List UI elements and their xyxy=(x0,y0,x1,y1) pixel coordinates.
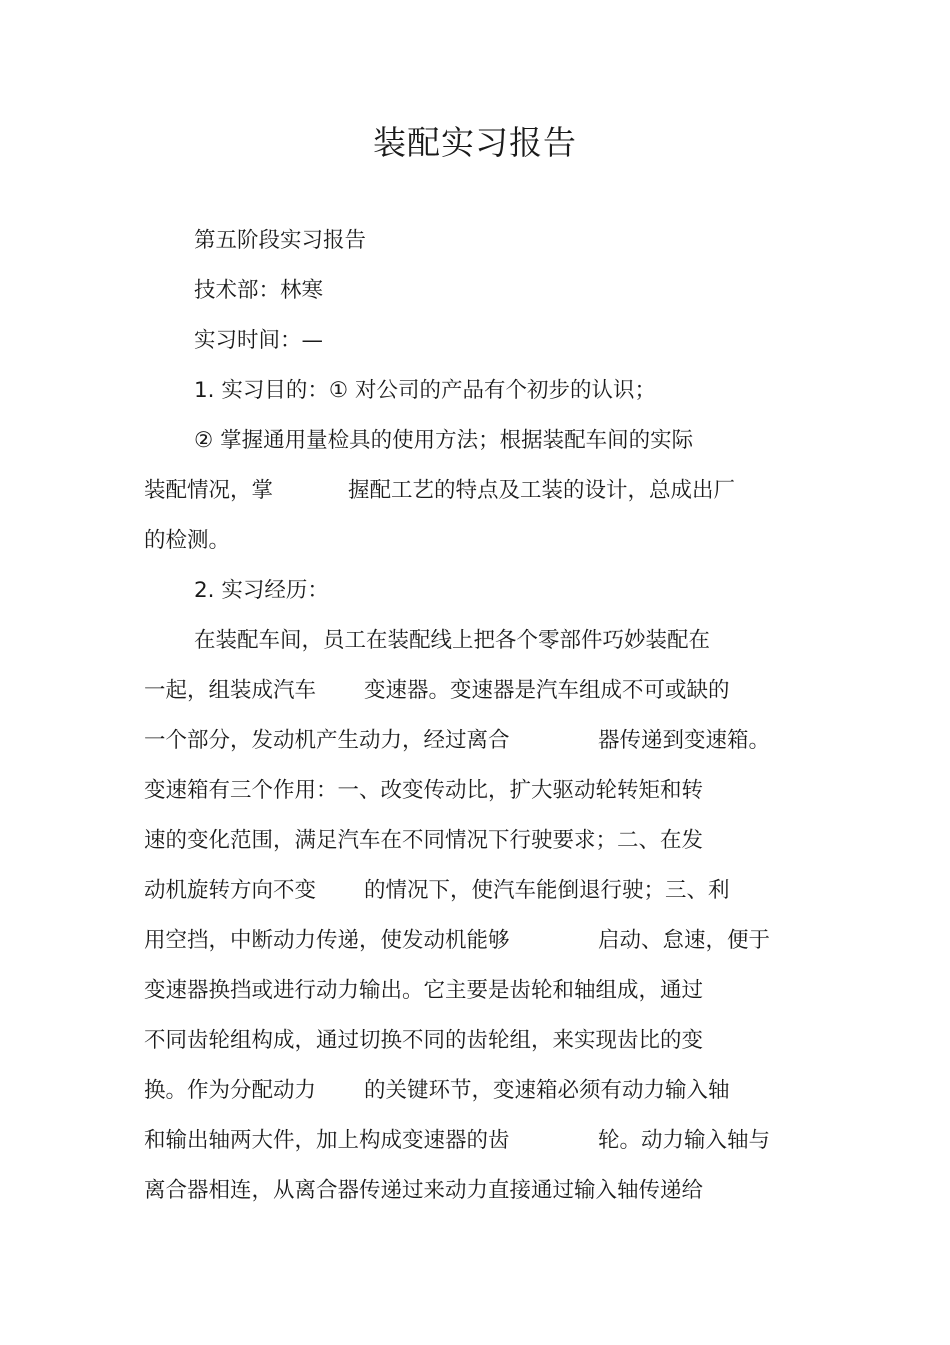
purpose-heading-line: 1. 实习目的：① 对公司的产品有个初步的认识； xyxy=(194,378,656,403)
document-title: 装配实习报告 xyxy=(373,123,577,162)
paragraph-line: 离合器相连，从离合器传递过来动力直接通过输入轴传递给 xyxy=(144,1178,704,1203)
text-segment: 装配情况，掌 xyxy=(144,478,274,503)
department-line: 技术部：林寒 xyxy=(194,278,324,303)
text-segment: 的关键环节，变速箱必须有动力输入轴 xyxy=(364,1078,730,1103)
text-segment: 轮。动力输入轴与 xyxy=(598,1128,771,1153)
paragraph-line xyxy=(144,875,784,907)
text-segment: 启动、怠速，便于 xyxy=(598,928,771,953)
text-segment: 和输出轴两大件，加上构成变速器的齿 xyxy=(144,1128,510,1153)
text-segment: 的情况下，使汽车能倒退行驶；三、利 xyxy=(364,878,730,903)
text-segment: 变速器。变速器是汽车组成不可或缺的 xyxy=(364,678,730,703)
paragraph-line xyxy=(144,725,794,757)
paragraph-line: 变速箱有三个作用：一、改变传动比，扩大驱动轮转矩和转 xyxy=(144,778,704,803)
paragraph-line: 的检测。 xyxy=(144,528,231,553)
experience-heading-line: 2. 实习经历： xyxy=(194,578,329,603)
paragraph-line: 在装配车间，员工在装配线上把各个零部件巧妙装配在 xyxy=(194,628,711,653)
text-segment: 器传递到变速箱。 xyxy=(598,728,771,753)
purpose-item-2-line: ② 掌握通用量检具的使用方法；根据装配车间的实际 xyxy=(194,428,694,453)
paragraph-line: 不同齿轮组构成，通过切换不同的齿轮组，来实现齿比的变 xyxy=(144,1028,704,1053)
paragraph-line xyxy=(144,475,784,507)
text-segment: 用空挡，中断动力传递，使发动机能够 xyxy=(144,928,510,953)
subtitle-line: 第五阶段实习报告 xyxy=(194,228,367,253)
text-segment: 一起，组装成汽车 xyxy=(144,678,317,703)
paragraph-line xyxy=(144,1075,784,1107)
paragraph-line: 速的变化范围，满足汽车在不同情况下行驶要求；二、在发 xyxy=(144,828,704,853)
text-segment: 一个部分，发动机产生动力，经过离合 xyxy=(144,728,510,753)
text-segment: 动机旋转方向不变 xyxy=(144,878,317,903)
paragraph-line xyxy=(144,1125,794,1157)
text-segment: 换。作为分配动力 xyxy=(144,1078,317,1103)
internship-time-line: 实习时间：— xyxy=(194,328,324,353)
paragraph-line xyxy=(144,675,784,707)
paragraph-line: 变速器换挡或进行动力输出。它主要是齿轮和轴组成，通过 xyxy=(144,978,704,1003)
text-segment: 握配工艺的特点及工装的设计，总成出厂 xyxy=(348,478,736,503)
paragraph-line xyxy=(144,925,794,957)
